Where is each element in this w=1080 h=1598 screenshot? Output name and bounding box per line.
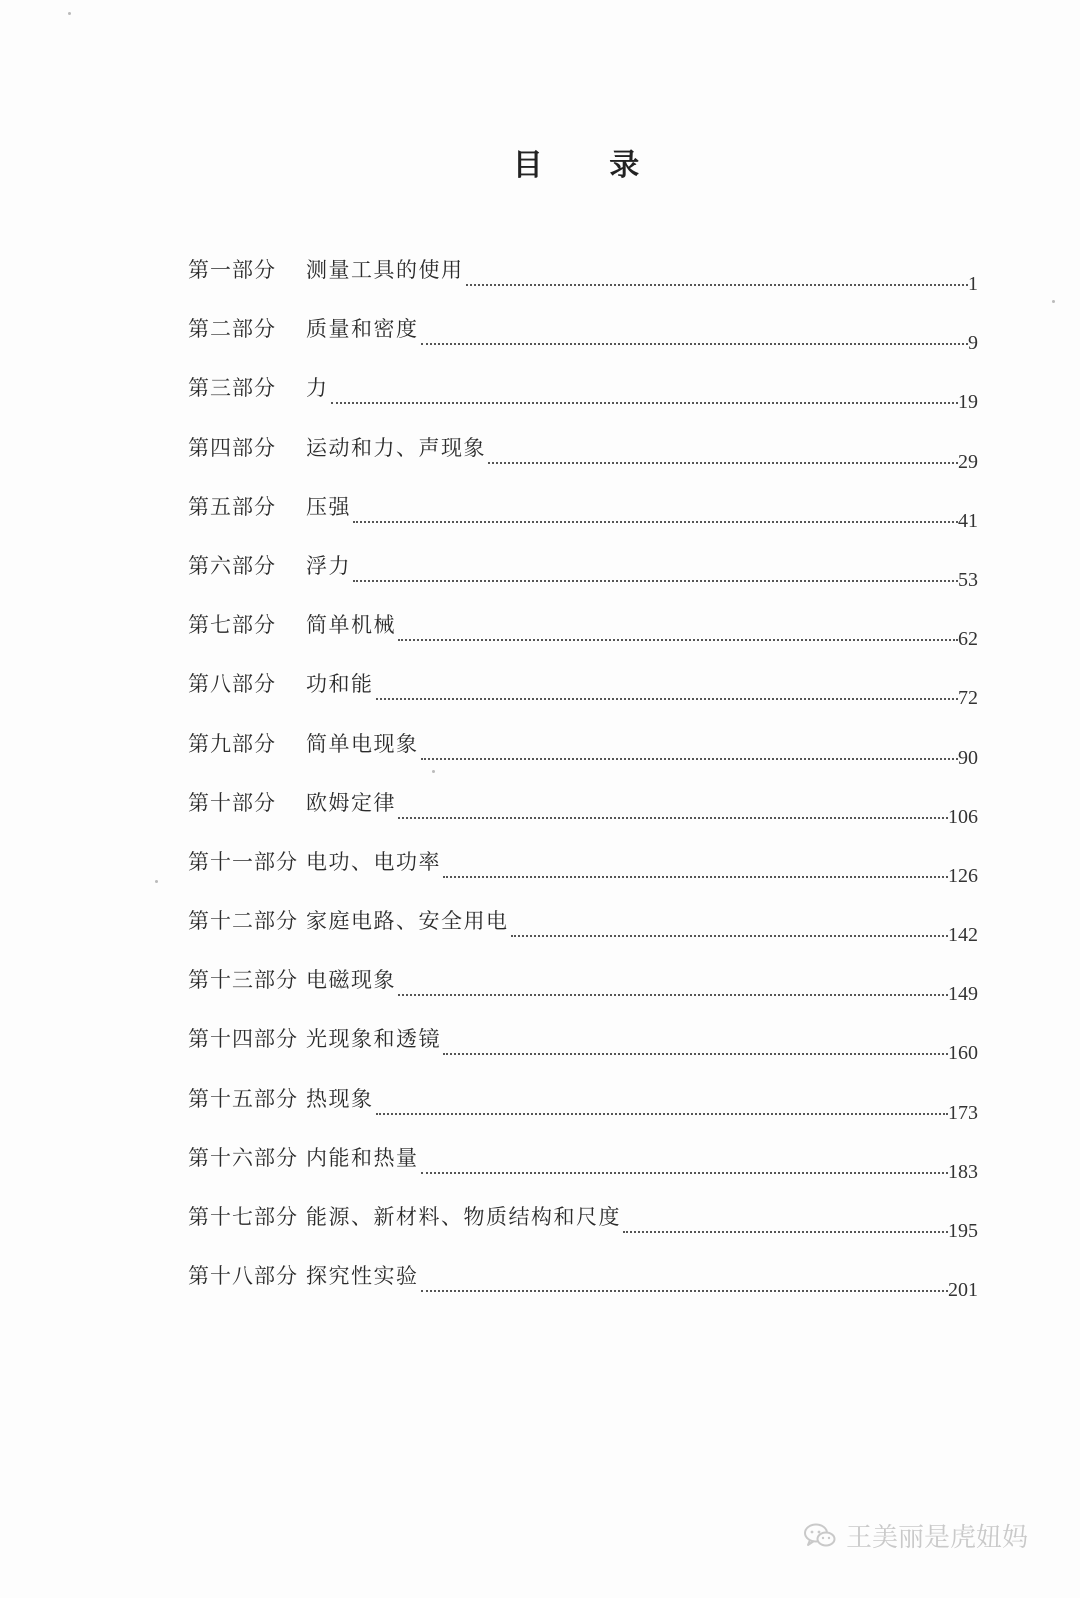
toc-page-number: 1 xyxy=(968,273,978,295)
wechat-icon xyxy=(804,1523,836,1549)
dot-leader xyxy=(488,432,958,464)
toc-title: 功和能 xyxy=(306,672,374,697)
toc-row xyxy=(188,313,978,372)
table-of-contents xyxy=(188,254,978,1319)
toc-page-number: 62 xyxy=(958,628,978,651)
watermark-text: 王美丽是虎妞妈 xyxy=(845,1523,1028,1553)
toc-row xyxy=(188,846,978,905)
toc-title: 简单机械 xyxy=(306,613,396,638)
toc-row xyxy=(188,728,978,787)
toc-part: 第二部分 xyxy=(188,317,276,342)
toc-title: 压强 xyxy=(306,494,351,519)
toc-row xyxy=(188,905,978,964)
dot-leader xyxy=(331,372,959,404)
toc-row xyxy=(188,668,978,727)
toc-row xyxy=(188,964,978,1023)
toc-row xyxy=(188,1260,978,1319)
toc-title: 家庭电路、安全用电 xyxy=(306,909,509,934)
dot-leader xyxy=(421,728,959,760)
toc-row xyxy=(188,787,978,846)
toc-title: 欧姆定律 xyxy=(306,790,396,815)
toc-part: 第十一部分 xyxy=(188,849,298,874)
dot-leader xyxy=(376,1083,949,1115)
scan-speck xyxy=(155,880,158,883)
dot-leader xyxy=(398,787,948,819)
toc-title: 探究性实验 xyxy=(306,1264,419,1289)
toc-part: 第十部分 xyxy=(188,790,276,815)
dot-leader xyxy=(511,905,949,937)
dot-leader xyxy=(421,1260,949,1292)
toc-title: 测量工具的使用 xyxy=(306,258,464,282)
toc-page-number: 183 xyxy=(948,1160,978,1183)
dot-leader xyxy=(623,1201,948,1233)
toc-row xyxy=(188,1023,978,1082)
toc-row xyxy=(188,1142,978,1201)
toc-row xyxy=(188,432,978,491)
toc-part: 第十三部分 xyxy=(188,968,298,993)
watermark xyxy=(804,1517,1028,1554)
toc-title: 运动和力、声现象 xyxy=(306,435,486,460)
scan-speck xyxy=(68,12,71,15)
toc-page-number: 195 xyxy=(948,1220,978,1242)
toc-row xyxy=(188,254,978,313)
dot-leader xyxy=(443,846,948,878)
dot-leader xyxy=(421,313,969,345)
toc-page-number: 53 xyxy=(958,568,978,591)
toc-title: 电磁现象 xyxy=(306,968,396,993)
toc-part: 第十六部分 xyxy=(188,1145,298,1170)
toc-part: 第十二部分 xyxy=(188,909,298,934)
toc-row xyxy=(188,550,978,609)
toc-page-number: 201 xyxy=(948,1279,978,1302)
toc-part: 第七部分 xyxy=(188,613,276,638)
dot-leader xyxy=(421,1142,949,1174)
toc-part: 第八部分 xyxy=(188,672,276,697)
toc-title: 力 xyxy=(306,376,329,401)
toc-part: 第十四部分 xyxy=(188,1027,298,1052)
toc-part: 第一部分 xyxy=(188,258,276,282)
dot-leader xyxy=(353,550,958,582)
toc-title: 质量和密度 xyxy=(306,317,419,342)
toc-page-number: 149 xyxy=(948,983,978,1006)
toc-title: 电功、电功率 xyxy=(306,849,441,874)
dot-leader xyxy=(398,964,948,996)
toc-page-number: 29 xyxy=(958,450,978,473)
toc-part: 第十五部分 xyxy=(188,1086,298,1111)
toc-row xyxy=(188,1083,978,1142)
toc-part: 第四部分 xyxy=(188,435,276,460)
toc-page-number: 72 xyxy=(958,687,978,710)
toc-part: 第九部分 xyxy=(188,731,276,756)
dot-leader xyxy=(443,1023,948,1055)
toc-part: 第五部分 xyxy=(188,494,276,519)
toc-title: 能源、新材料、物质结构和尺度 xyxy=(306,1205,621,1229)
page-title: 目 录 xyxy=(512,148,668,183)
dot-leader xyxy=(376,668,959,700)
toc-page-number: 160 xyxy=(948,1042,978,1065)
dot-leader xyxy=(466,254,969,286)
scan-speck xyxy=(1052,300,1055,303)
toc-title: 浮力 xyxy=(306,553,351,578)
dot-leader xyxy=(398,609,958,641)
toc-part: 第三部分 xyxy=(188,376,276,401)
toc-page-number: 90 xyxy=(958,746,978,769)
toc-row xyxy=(188,1201,978,1260)
toc-page-number: 9 xyxy=(968,332,978,355)
toc-page-number: 19 xyxy=(958,391,978,414)
toc-page-number: 41 xyxy=(958,509,978,532)
toc-row xyxy=(188,609,978,668)
toc-title: 内能和热量 xyxy=(306,1145,419,1170)
toc-title: 简单电现象 xyxy=(306,731,419,756)
toc-title: 热现象 xyxy=(306,1086,374,1111)
dot-leader xyxy=(353,491,958,523)
toc-page-number: 106 xyxy=(948,805,978,828)
toc-page-number: 142 xyxy=(948,924,978,947)
toc-part: 第六部分 xyxy=(188,553,276,578)
toc-page-number: 173 xyxy=(948,1101,978,1124)
toc-title: 光现象和透镜 xyxy=(306,1027,441,1052)
toc-row xyxy=(188,491,978,550)
toc-part: 第十八部分 xyxy=(188,1264,298,1289)
toc-page-number: 126 xyxy=(948,864,978,887)
toc-part: 第十七部分 xyxy=(188,1205,298,1229)
toc-row xyxy=(188,372,978,431)
